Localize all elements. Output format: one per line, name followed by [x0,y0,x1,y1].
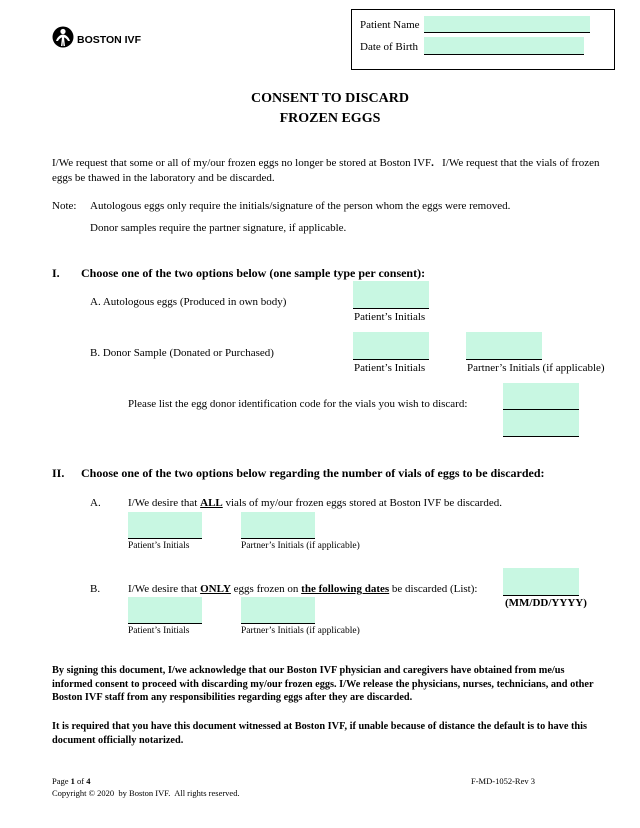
section-1-option-b: B. Donor Sample (Donated or Purchased) [90,347,274,359]
s2b-partner-initials-field[interactable] [241,597,315,624]
intro-part-1: I/We request that some or all of my/our frozen eggs no longer be stored at Boston IVF [52,157,432,169]
section-2-option-b-letter: B. [90,583,101,595]
section-2-option-b-text: I/We desire that ONLY eggs frozen on the following dates be discarded (List): [128,583,478,595]
donor-code-prompt: Please list the egg donor identification code for the vials you wish to discard: [128,398,468,410]
section-1-heading: Choose one of the two options below (one sample type per consent): [81,266,426,280]
logo-text: BOSTON IVF [77,34,141,46]
patient-name-label: Patient Name [360,19,420,31]
intro-part-1-end: . [431,157,434,169]
boston-ivf-figure-icon [52,26,74,50]
discard-dates-field[interactable] [503,568,579,596]
date-format-hint: (MM/DD/YYYY) [505,597,587,609]
following-dates-emphasis: the following dates [301,583,390,595]
section-2-option-a-letter: A. [90,497,101,509]
patient-info-box [351,9,615,70]
date-of-birth-field[interactable] [424,37,584,55]
note-line-1: Autologous eggs only require the initials/signature of the person whom the eggs were removed. [90,200,511,212]
title-line-2: FROZEN EGGS [279,111,381,126]
donor-code-field-2[interactable] [503,410,579,437]
s1a-patient-initials-label: Patient’s Initials [354,311,426,323]
intro-paragraph [52,156,612,185]
date-of-birth-label: Date of Birth [360,41,419,53]
logo [52,26,141,50]
witness-paragraph: It is required that you have this document witnessed at Boston IVF, if unable because of distance the default is to have this document officially notarized. [52,721,588,746]
s2a-patient-initials-field[interactable] [128,512,202,539]
section-1-option-a: A. Autologous eggs (Produced in own body) [90,296,287,308]
only-emphasis: ONLY [200,583,231,595]
s1b-partner-initials-label: Partner’s Initials (if applicable) [467,362,605,374]
s1a-patient-initials-field[interactable] [353,281,429,309]
s2b-patient-initials-field[interactable] [128,597,202,624]
title-line-1: CONSENT TO DISCARD [251,91,409,106]
section-1-number: I. [52,266,60,280]
s2b-partner-initials-label: Partner’s Initials (if applicable) [241,626,360,636]
s2a-partner-initials-field[interactable] [241,512,315,539]
s2a-patient-initials-label: Patient’s Initials [128,541,190,551]
patient-name-field[interactable] [424,16,590,33]
page-number: Page 1 of 4 [52,776,91,786]
acknowledgement-paragraph: By signing this document, I/we acknowledge that our Boston IVF physician and caregivers have obtained from me/us informed consent to proceed with discarding my/our frozen eggs. I/We release the physicians, nurses, technicians, and other Boston IVF staff from any responsibilities regarding eggs after they are discarded. [52,665,594,703]
note-line-2: Donor samples require the partner signature, if applicable. [90,222,347,234]
s1b-partner-initials-field[interactable] [466,332,542,360]
s2b-patient-initials-label: Patient’s Initials [128,626,190,636]
page-title [0,89,640,129]
s2a-partner-initials-label: Partner’s Initials (if applicable) [241,541,360,551]
section-2-option-a-text: I/We desire that ALL vials of my/our frozen eggs stored at Boston IVF be discarded. [128,497,502,509]
section-2-number: II. [52,466,65,480]
all-emphasis: ALL [200,497,223,509]
form-id: F-MD-1052-Rev 3 [471,776,535,786]
section-2-heading: Choose one of the two options below regarding the number of vials of eggs to be discarded: [81,466,545,480]
note-label: Note: [52,200,77,212]
s1b-patient-initials-field[interactable] [353,332,429,360]
copyright: Copyright © 2020 by Boston IVF. All rights reserved. [52,788,240,798]
intro-part-2: I/We request that the vials of frozen eggs be thawed in the laboratory and be discarded. [52,157,603,184]
donor-code-field-1[interactable] [503,383,579,410]
s1b-patient-initials-label: Patient’s Initials [354,362,426,374]
